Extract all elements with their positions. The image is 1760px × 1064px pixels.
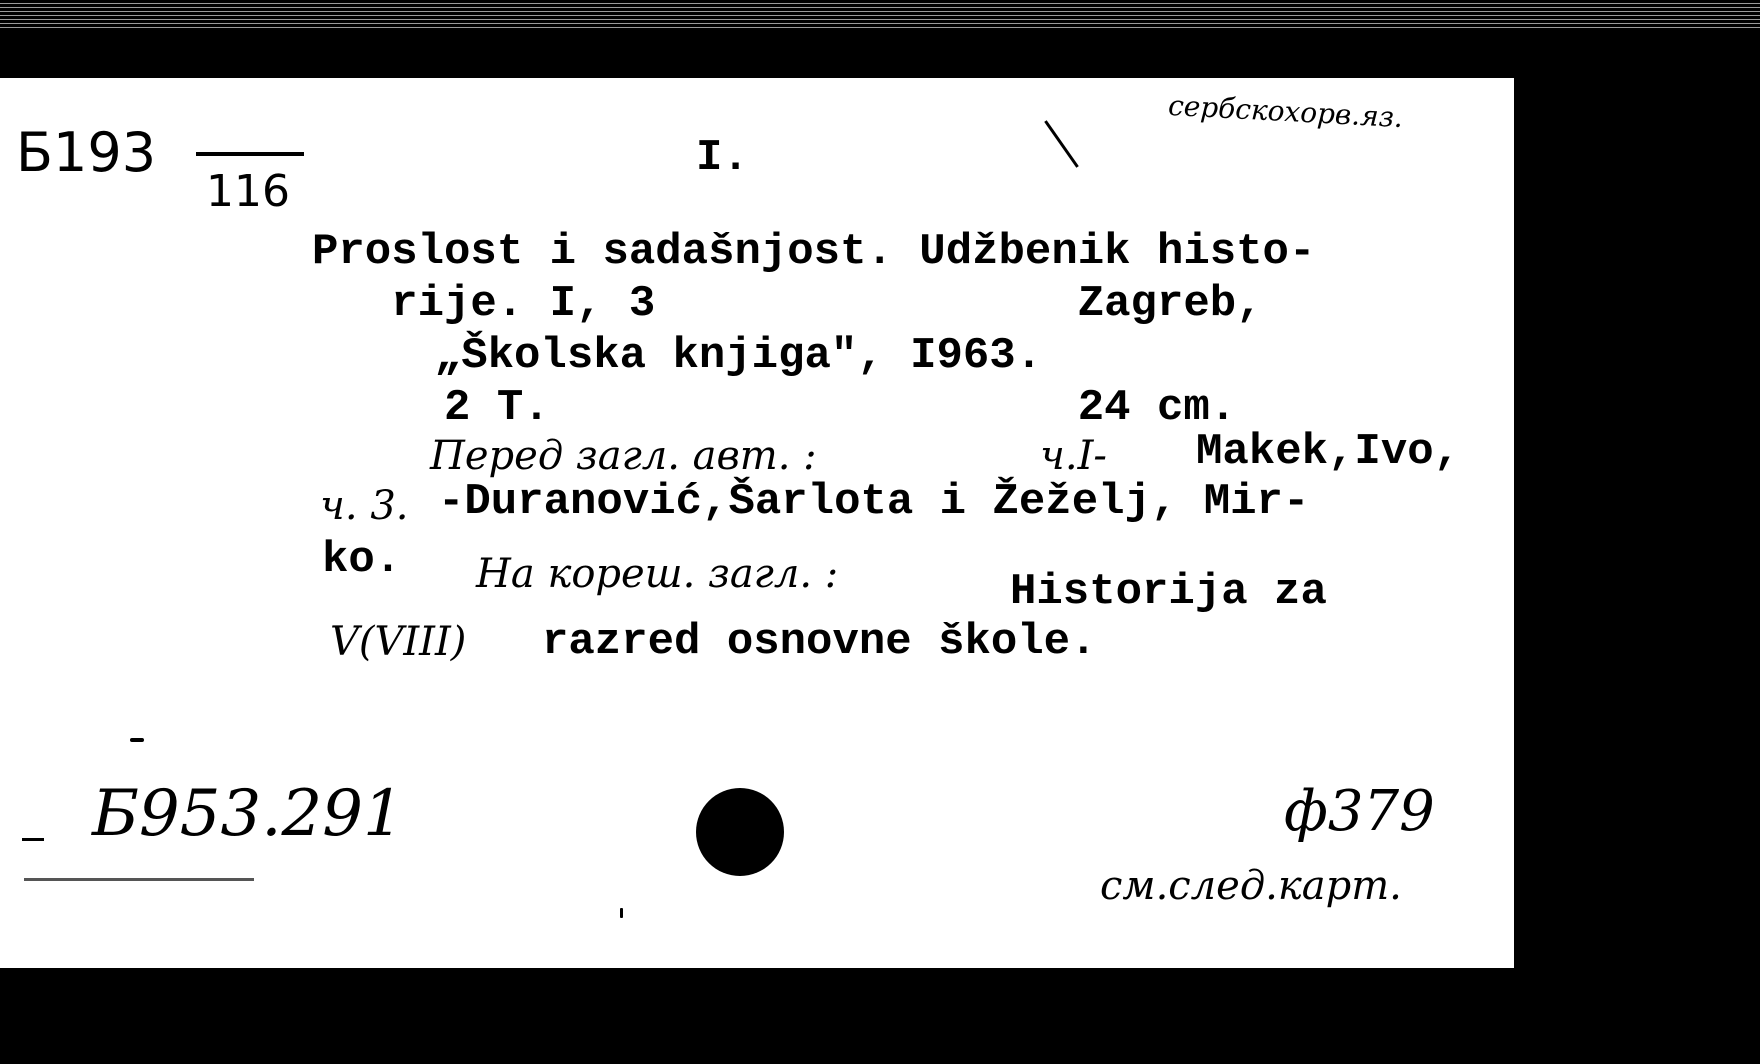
title-line-2: rije. I, 3 Zagreb, xyxy=(312,279,1263,329)
punch-hole xyxy=(696,788,784,876)
language-note: сербскохорв.яз. xyxy=(1167,88,1404,135)
speck xyxy=(620,908,623,918)
spine-title-end: razred osnovne škole. xyxy=(542,617,1097,667)
call-number: Б193 xyxy=(16,121,157,184)
note-authors-3-end: ko. xyxy=(322,535,402,585)
call-number-fraction-line xyxy=(196,152,304,156)
speck xyxy=(130,738,144,742)
bottom-inventory-number: Б953.291 xyxy=(92,777,404,851)
pen-stroke xyxy=(1044,120,1079,168)
shelf-mark-stub xyxy=(22,838,44,841)
scan-border-top xyxy=(0,0,1760,28)
note-volume-1: ч.I- xyxy=(1040,433,1107,479)
spine-grade: V(VIII) xyxy=(330,619,467,665)
note-authors-3: -Duranović,Šarlota i Žeželj, Mir- xyxy=(438,477,1310,527)
spine-prefix: На кореш. загл. : xyxy=(476,551,839,597)
call-number-fraction: 116 xyxy=(206,166,290,217)
see-next-card: см.след.карт. xyxy=(1100,863,1402,909)
spine-title: Historija za xyxy=(1010,567,1327,617)
note-authors-1: Makek,Ivo, xyxy=(1196,427,1461,477)
publisher-line: „Školska knjiga", I963. xyxy=(382,331,1043,381)
note-volume-3: ч. 3. xyxy=(320,483,409,529)
fund-code: ф379 xyxy=(1284,779,1435,844)
physical-description-line: 2 T. 24 cm. xyxy=(312,383,1237,433)
card-heading: I. xyxy=(696,133,749,183)
title-line-1: Proslost i sadašnjost. Udžbenik histo- xyxy=(312,227,1316,277)
note-prefix: Перед загл. авт. : xyxy=(430,433,817,479)
shelf-mark-underline xyxy=(24,878,254,881)
catalog-card xyxy=(0,78,1510,968)
